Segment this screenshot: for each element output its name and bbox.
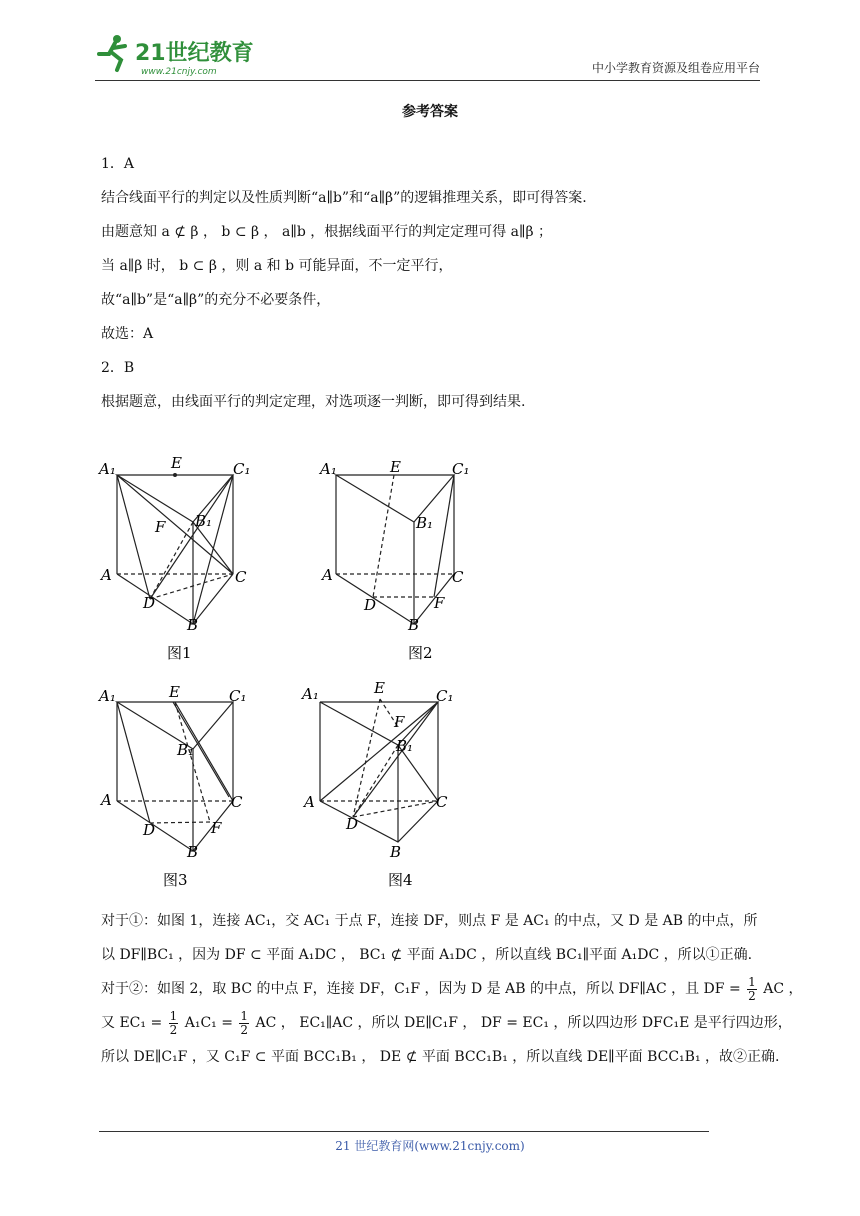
label-c: C	[235, 568, 247, 586]
analysis-1-row-2: 以 DF∥BC₁ ，因为 DF ⊂ 平面 A₁DC ， BC₁ ⊄ 平面 A₁DC ，所以直线 BC₁∥平面 A₁DC ，所以①正确.	[101, 947, 753, 963]
page-header	[95, 30, 760, 81]
page-title: 参考答案	[402, 104, 458, 120]
label-d: D	[143, 594, 156, 612]
label-e: E	[169, 683, 180, 701]
figure-4-caption: 图4	[388, 871, 413, 889]
label-d: D	[346, 815, 359, 833]
analysis-2-row-1-end: AC ，	[763, 981, 803, 997]
q2-answer: 2．B	[101, 360, 135, 376]
analysis-block	[101, 904, 803, 1074]
label-b1: B₁	[177, 741, 195, 759]
label-b1: B₁	[396, 737, 414, 755]
figure-4	[298, 677, 463, 892]
label-c: C	[436, 793, 448, 811]
label-b1: B₁	[416, 514, 434, 532]
page-footer[interactable]: 21 世纪教育网(www.21cnjy.com)	[335, 1139, 525, 1153]
analysis-2-row-2-text-a: 又 EC₁ =	[101, 1015, 163, 1031]
label-d: D	[143, 821, 156, 839]
figure-1-caption: 图1	[167, 644, 192, 662]
label-e: E	[390, 458, 401, 476]
runner-icon	[99, 35, 125, 70]
label-f: F	[211, 819, 222, 837]
label-a1: A₁	[302, 685, 319, 703]
label-a1: A₁	[99, 687, 116, 705]
label-f: F	[394, 713, 405, 731]
figure-3	[95, 677, 260, 892]
analysis-1-row-1: 对于①：如图 1，连接 AC₁，交 AC₁ 于点 F，连接 DF，则点 F 是 AC₁ 的中点，又 D 是 AB 的中点，所	[101, 913, 758, 929]
label-b: B	[187, 616, 199, 634]
label-a: A	[101, 566, 112, 584]
label-f: F	[155, 518, 166, 536]
analysis-2-row-2-text-c: AC ， EC₁∥AC ，所以 DE∥C₁F ， DF = EC₁ ，所以四边形 DFC₁E 是平行四边形，	[255, 1015, 792, 1031]
analysis-2-row-1-text: 对于②：如图 2，取 BC 的中点 F，连接 DF，C₁F ，因为 D 是 AB 的中点，所以 DF∥AC ，且 DF =	[101, 981, 741, 997]
label-c1: C₁	[436, 687, 454, 705]
logo-text: 21世纪教育	[135, 41, 254, 66]
label-a1: A₁	[320, 460, 337, 478]
footer-divider	[99, 1131, 709, 1132]
label-a: A	[304, 793, 315, 811]
q2-line-1: 根据题意，由线面平行的判定定理，对选项逐一判断，即可得到结果.	[101, 394, 526, 410]
label-a: A	[101, 791, 112, 809]
q1-line-3: 当 a∥β 时， b ⊂ β ，则 a 和 b 可能异面，不一定平行，	[101, 258, 453, 274]
figure-2-caption: 图2	[408, 644, 433, 662]
analysis-2-row-1	[101, 972, 803, 1006]
figure-3-caption: 图3	[163, 871, 188, 889]
label-c: C	[452, 568, 464, 586]
label-c1: C₁	[233, 460, 251, 478]
q1-line-4: 故“a∥b”是“a∥β”的充分不必要条件，	[101, 292, 331, 308]
label-e: E	[374, 679, 385, 697]
q1-line-2: 由题意知 a ⊄ β ， b ⊂ β ， a∥b ，根据线面平行的判定定理可得 a∥β ；	[101, 224, 553, 240]
label-f: F	[434, 594, 445, 612]
analysis-2-row-2	[101, 1006, 792, 1040]
fraction-half: $\frac{1}{2}$	[748, 974, 756, 1003]
label-d: D	[364, 596, 377, 614]
label-a: A	[322, 566, 333, 584]
q1-line-1: 结合线面平行的判定以及性质判断“a∥b”和“a∥β”的逻辑推理关系，即可得答案.	[101, 190, 587, 206]
label-c1: C₁	[229, 687, 247, 705]
analysis-2-row-2-text-b: A₁C₁ =	[184, 1015, 233, 1031]
label-b: B	[408, 616, 420, 634]
label-c: C	[231, 793, 243, 811]
label-a1: A₁	[99, 460, 116, 478]
logo-url: www.21cnjy.com	[141, 67, 217, 77]
label-b: B	[187, 843, 199, 861]
label-b: B	[390, 843, 402, 861]
label-c1: C₁	[452, 460, 470, 478]
analysis-2-row-3: 所以 DE∥C₁F ，又 C₁F ⊂ 平面 BCC₁B₁ ， DE ⊄ 平面 BCC₁B₁ ，所以直线 DE∥平面 BCC₁B₁ ，故②正确.	[101, 1049, 780, 1065]
q1-line-5: 故选：A	[101, 326, 154, 342]
fraction-half: $\frac{1}{2}$	[240, 1008, 249, 1037]
site-logo	[95, 30, 260, 78]
label-b1: B₁	[195, 512, 213, 530]
label-e: E	[171, 454, 182, 472]
q1-answer: 1．A	[101, 156, 135, 172]
site-tagline: 中小学教育资源及组卷应用平台	[591, 61, 760, 75]
figure-1	[95, 450, 260, 665]
fraction-half: $\frac{1}{2}$	[169, 1008, 178, 1037]
figure-2	[316, 450, 481, 665]
